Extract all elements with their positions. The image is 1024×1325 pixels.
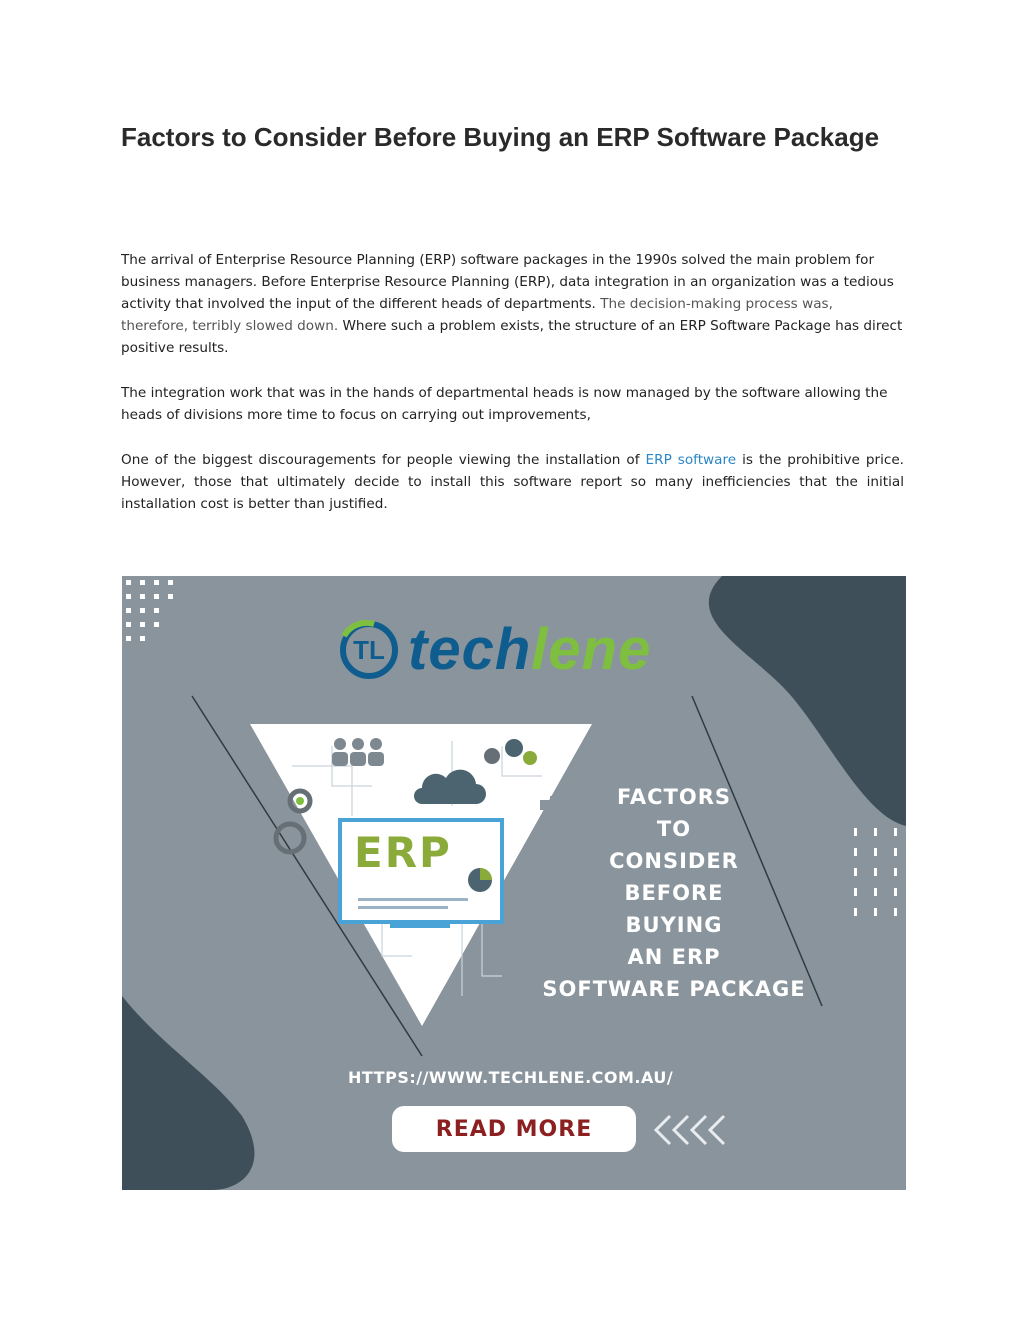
- promo-banner-image: [122, 576, 906, 1190]
- pie-chart-icon: [468, 868, 492, 892]
- intro-ending-text: Where such a problem exists, the structure of an ERP Software Package has direct positive results.: [121, 318, 903, 356]
- people-icon: [332, 738, 384, 766]
- pricing-text-start: One of the biggest discouragements for people viewing the installation of: [121, 452, 646, 468]
- chevron-arrows-icon: [656, 1116, 724, 1144]
- pricing-text-end: is the prohibitive price. However, those that ultimately decide to install this software report so many inefficiencies that the initial installation cost is better than justified.: [121, 452, 905, 512]
- intro-highlight-text: The decision-making process was, therefore, terribly slowed down.: [121, 296, 833, 334]
- erp-software-link[interactable]: ERP software: [645, 452, 737, 468]
- paragraph-integration: The integration work that was in the hands of departmental heads is now managed by the software allowing the heads of divisions more time to focus on carrying out improvements,: [121, 385, 888, 423]
- dark-blob-bottom-left: [122, 996, 254, 1190]
- article-title: Factors to Consider Before Buying an ERP Software Package: [121, 122, 880, 152]
- techlene-logo: [408, 616, 651, 683]
- banner-headline: [524, 781, 824, 1005]
- logo-text-tech: tech: [408, 617, 532, 682]
- logo-text-lene: lene: [531, 617, 652, 682]
- banner-url: HTTPS://WWW.TECHLENE.COM.AU/: [348, 1068, 674, 1087]
- dot-pattern-right: [854, 828, 897, 916]
- headline-line: TO: [656, 817, 692, 841]
- paragraph-pricing: [121, 449, 904, 515]
- headline-line: AN ERP: [627, 945, 721, 969]
- headline-line: CONSIDER: [609, 849, 739, 873]
- logo-badge-letters: TL: [353, 634, 385, 665]
- paragraph-intro: [121, 249, 904, 359]
- headline-line: BEFORE: [624, 881, 724, 905]
- read-more-button[interactable]: READ MORE: [392, 1106, 636, 1152]
- dot-pattern-top-left: [126, 580, 173, 641]
- headline-line: FACTORS: [616, 785, 732, 809]
- erp-monitor-label: ERP: [354, 828, 452, 877]
- headline-line: SOFTWARE PACKAGE: [542, 977, 806, 1001]
- intro-text: The arrival of Enterprise Resource Planning (ERP) software packages in the 1990s solved the main problem for business managers. Before Enterprise Resource Planning (ERP), data integration in an organization was a tedious activity that involved the input of the different heads of departments.: [121, 252, 894, 312]
- headline-line: BUYING: [625, 913, 723, 937]
